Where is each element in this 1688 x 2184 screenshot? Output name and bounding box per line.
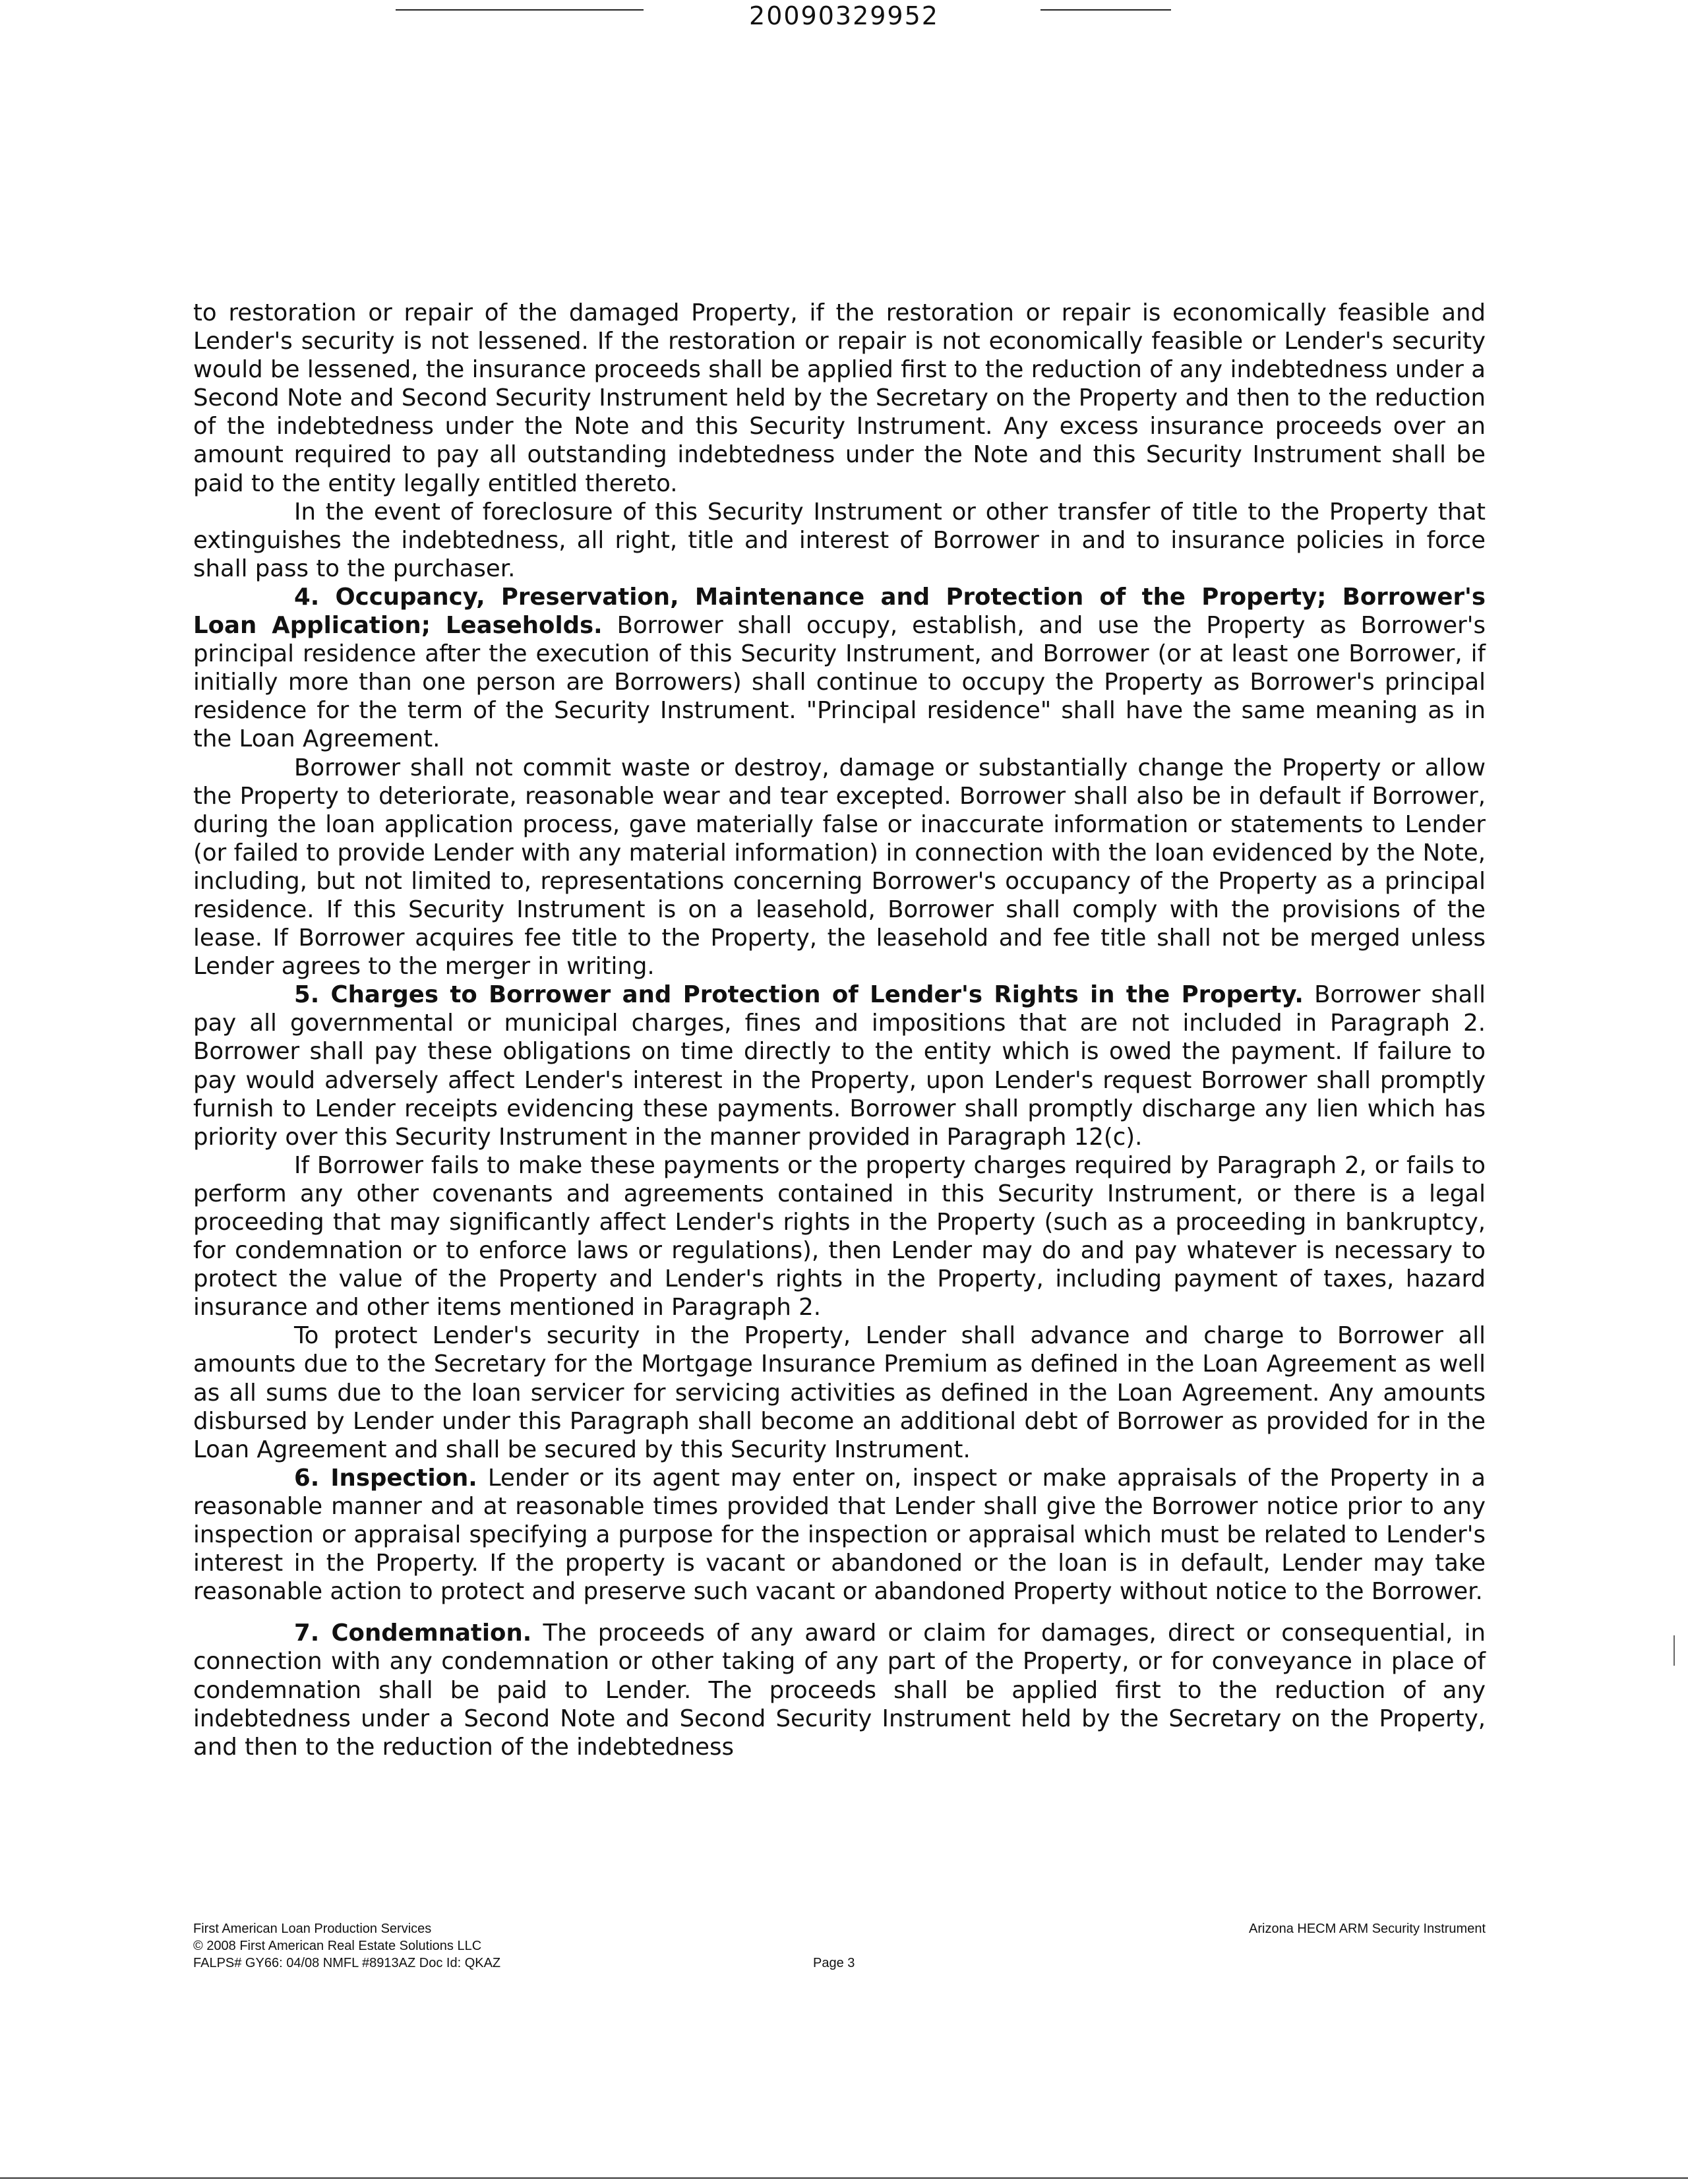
- paragraph-insurance-continuation: [193, 299, 1486, 498]
- paragraph-waste: [193, 754, 1486, 981]
- paragraph-protect-security: [193, 1321, 1486, 1463]
- paragraph-text: In the event of foreclosure of this Security Instrument or other transfer of title to the Property that extinguishes the indebtedness, all right, title and interest of Borrower in and to insurance policies in force shall pass to the purchaser.: [193, 498, 1486, 582]
- top-rule-right: [1040, 9, 1171, 11]
- paragraph-text: To protect Lender's security in the Property, Lender shall advance and charge to Borrower all amounts due to the Secretary for the Mortgage Insurance Premium as defined in the Loan Agreement as well as all sums due to the loan servicer for servicing activities as defined in the Loan Agreement. Any amounts disbursed by Lender under this Paragraph shall become an additional debt of Borrower as provided for in the Loan Agreement and shall be secured by this Security Instrument.: [193, 1322, 1486, 1463]
- scan-edge-mark: [1673, 1635, 1675, 1666]
- paragraph-text: to restoration or repair of the damaged Property, if the restoration or repair is economically feasible and Lender's security is not lessened. If the restoration or repair is not economically feasible or Lender's security would be lessened, the insurance proceeds shall be applied first to the reduction of any indebtedness under a Second Note and Second Security Instrument held by the Secretary on the Property and then to the reduction of the indebtedness under the Note and this Security Instrument. Any excess insurance proceeds over an amount required to pay all outstanding indebtedness under the Note and this Security Instrument shall be paid to the entity legally entitled thereto.: [193, 299, 1486, 497]
- recording-number: 20090329952: [749, 1, 939, 30]
- top-rule-left: [396, 9, 644, 11]
- footer-company: First American Loan Production Services: [193, 1922, 432, 1936]
- footer-form-id: FALPS# GY66: 04/08 NMFL #8913AZ Doc Id: QKAZ: [193, 1956, 501, 1970]
- paragraph-borrower-fails: [193, 1151, 1486, 1322]
- paragraph-text: Borrower shall not commit waste or destroy, damage or substantially change the Property or allow the Property to deteriorate, reasonable wear and tear excepted. Borrower shall also be in default if Borrower, during the loan application process, gave materially false or inaccurate information or statements to Lender (or failed to provide Lender with any material information) in connection with the loan evidenced by the Note, including, but not limited to, representations concerning Borrower's occupancy of the Property as a principal residence. If this Security Instrument is on a leasehold, Borrower shall comply with the provisions of the lease. If Borrower acquires fee title to the Property, the leasehold and fee title shall not be merged unless Lender agrees to the merger in writing.: [193, 754, 1486, 981]
- paragraph-text: Lender or its agent may enter on, inspect or make appraisals of the Property in a reasonable manner and at reasonable times provided that Lender shall give the Borrower notice prior to any inspection or appraisal specifying a purpose for the inspection or appraisal which must be related to Lender's interest in the Property. If the property is vacant or abandoned or the loan is in default, Lender may take reasonable action to protect and preserve such vacant or abandoned Property without notice to the Borrower.: [193, 1464, 1486, 1606]
- paragraph-section-7: [193, 1619, 1486, 1761]
- footer-form-title: Arizona HECM ARM Security Instrument: [1249, 1922, 1486, 1936]
- paragraph-section-5: [193, 981, 1486, 1151]
- section-heading: 4. Occupancy, Preservation, Maintenance and Protection of the Property; Borrower's Loan Application; Leaseholds.: [193, 583, 1486, 640]
- footer-page-number: Page 3: [813, 1956, 855, 1970]
- paragraph-foreclosure: [193, 498, 1486, 583]
- footer-copyright: © 2008 First American Real Estate Solutions LLC: [193, 1939, 482, 1953]
- document-body: [193, 299, 1486, 1761]
- paragraph-text: If Borrower fails to make these payments or the property charges required by Paragraph 2, or fails to perform any other covenants and agreements contained in this Security Instrument, or there is a legal proceeding that may significantly affect Lender's rights in the Property (such as a proceeding in bankruptcy, for condemnation or to enforce laws or regulations), then Lender may do and pay whatever is necessary to protect the value of the Property and Lender's rights in the Property, including payment of taxes, hazard insurance and other items mentioned in Paragraph 2.: [193, 1151, 1486, 1321]
- paragraph-section-4: [193, 583, 1486, 754]
- bottom-rule: [0, 2177, 1688, 2179]
- paragraph-text: The proceeds of any award or claim for damages, direct or consequential, in connection with any condemnation or other taking of any part of the Property, or for conveyance in place of condemnation shall be paid to Lender. The proceeds shall be applied first to the reduction of any indebtedness under a Second Note and Second Security Instrument held by the Secretary on the Property, and then to the reduction of the indebtedness: [193, 1620, 1486, 1761]
- footer-left: [193, 1920, 787, 1972]
- section-heading: 5. Charges to Borrower and Protection of Lender's Rights in the Property.: [294, 981, 1304, 1009]
- paragraph-section-6: [193, 1464, 1486, 1606]
- paragraph-text: Borrower shall pay all governmental or municipal charges, fines and impositions that are not included in Paragraph 2. Borrower shall pay these obligations on time directly to the entity which is owed the payment. If failure to pay would adversely affect Lender's interest in the Property, upon Lender's request Borrower shall promptly furnish to Lender receipts evidencing these payments. Borrower shall promptly discharge any lien which has priority over this Security Instrument in the manner provided in Paragraph 12(c).: [193, 981, 1486, 1151]
- section-heading: 6. Inspection.: [294, 1464, 477, 1492]
- section-heading: 7. Condemnation.: [294, 1620, 532, 1647]
- paragraph-text: Borrower shall occupy, establish, and use the Property as Borrower's principal residence after the execution of this Security Instrument, and Borrower (or at least one Borrower, if initially more than one person are Borrowers) shall continue to occupy the Property as Borrower's principal residence for the term of the Security Instrument. "Principal residence" shall have the same meaning as in the Loan Agreement.: [193, 612, 1486, 753]
